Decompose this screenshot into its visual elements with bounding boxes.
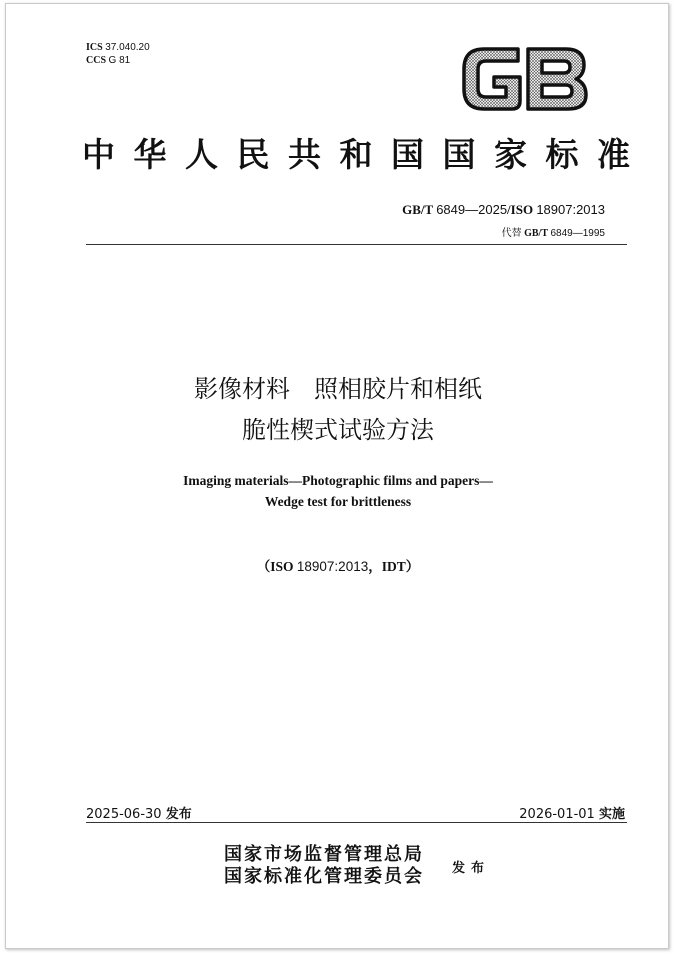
heading-char: 和: [339, 135, 373, 174]
chinese-title-line-1: 影像材料 照相胶片和相纸: [194, 375, 482, 403]
iso-equivalence: （ISO 18907:2013，IDT）: [256, 559, 420, 574]
ics-code: ICS 37.040.20: [86, 42, 150, 53]
heading-char: 华: [133, 135, 167, 174]
heading-char: 家: [494, 135, 527, 174]
issuer-samr: 国家市场监督管理总局: [224, 844, 424, 865]
heading-char: 民: [236, 135, 270, 174]
ccs-code: CCS G 81: [86, 55, 131, 66]
heading-char: 人: [185, 135, 218, 174]
publish-label: 发布: [452, 861, 491, 876]
issue-date: 2025-06-30 发布: [86, 807, 192, 822]
gb-logo-icon: [458, 43, 590, 115]
implementation-date: 2026-01-01 实施: [519, 807, 625, 822]
heading-char: 国: [391, 135, 424, 174]
issuer-sac: 国家标准化管理委员会: [224, 866, 424, 887]
replaces-standard: 代替 GB/T 6849—1995: [501, 228, 605, 239]
heading-char: 中: [82, 135, 115, 174]
top-divider: [86, 244, 627, 245]
national-standard-heading: [82, 132, 630, 178]
chinese-title-line-2: 脆性楔式试验方法: [242, 416, 434, 444]
standard-number: GB/T 6849—2025/ISO 18907:2013: [402, 202, 605, 217]
classification-codes: [86, 41, 150, 67]
issuing-authorities: [224, 844, 424, 888]
heading-char: 共: [288, 135, 321, 174]
document-page: [5, 3, 669, 949]
heading-char: 准: [597, 135, 630, 174]
english-title-line-2: Wedge test for brittleness: [264, 494, 412, 509]
heading-char: 国: [442, 135, 476, 174]
bottom-divider: [86, 822, 627, 823]
english-title-line-1: Imaging materials—Photographic films and papers—: [183, 473, 493, 488]
heading-char: 标: [545, 135, 579, 174]
